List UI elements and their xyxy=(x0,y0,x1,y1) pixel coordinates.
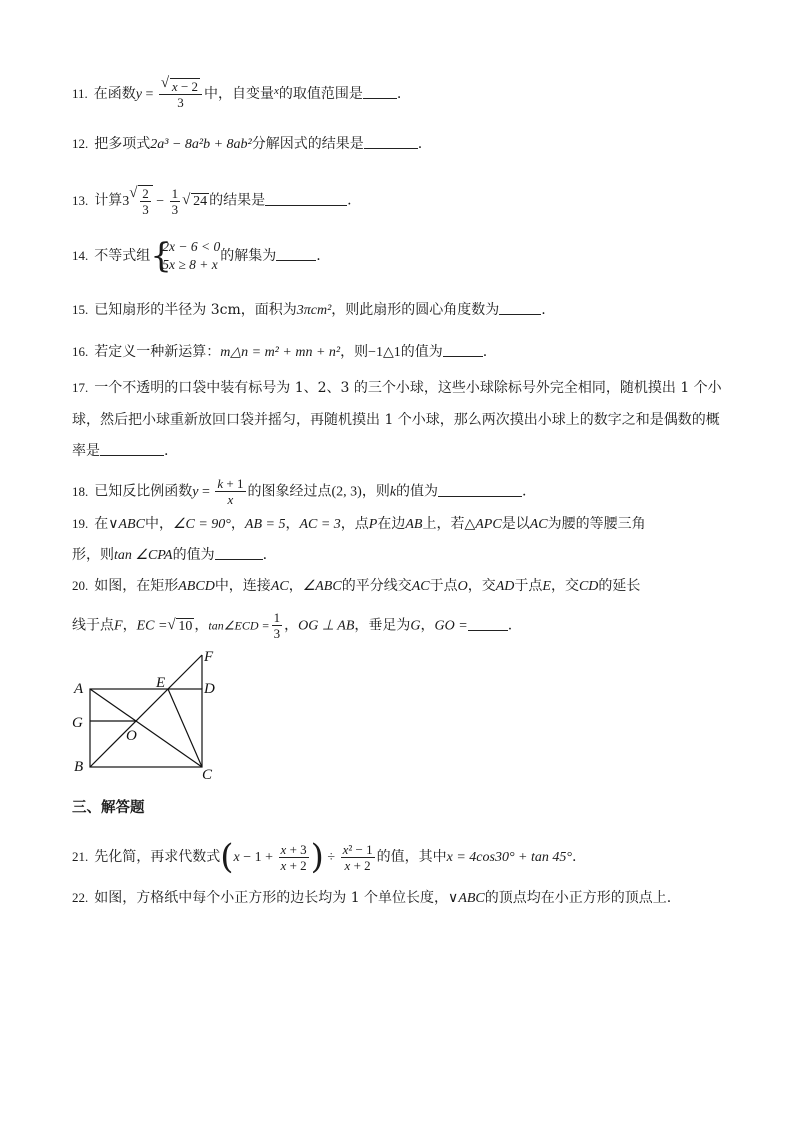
q20-text: 如图，在矩形 xyxy=(94,578,179,594)
q16-text-2: ，则 xyxy=(340,344,369,360)
answer-blank xyxy=(468,616,508,631)
q19-triangle-apc: APC xyxy=(475,517,502,532)
q16-text-3: 的值为 xyxy=(400,344,443,360)
section-title: 三、解答题 xyxy=(72,800,145,816)
q20-text: ， xyxy=(194,617,209,634)
q19-comma: ， xyxy=(285,516,300,532)
q20-go: GO = xyxy=(434,618,468,634)
q20-text: ， xyxy=(288,578,303,594)
q11-end: . xyxy=(396,86,402,102)
q18-text-3: ，则 xyxy=(361,483,390,500)
question-number: 20. xyxy=(72,578,89,593)
answer-blank xyxy=(443,342,483,357)
question-number: 13. xyxy=(72,192,89,208)
q20-point: G xyxy=(410,618,421,634)
question-17-line-1 xyxy=(72,378,722,398)
q19-point-p: P xyxy=(368,517,378,532)
q14-end: . xyxy=(316,248,321,264)
q21-fraction-2: $\frac{\text{x² − 1}}{x + 2}$ xyxy=(342,841,373,873)
q11-fraction: √ $\frac{x - 2}{3}$ xyxy=(159,78,202,110)
answer-blank xyxy=(276,246,316,261)
q17-line-2: 球，然后把小球重新放回口袋并摇匀，再随机摸出 1 个小球，那么两次摸出小球上的数字之和是偶数的概 xyxy=(72,412,720,428)
q12-expression: 2a³ − 8a²b + 8ab² xyxy=(150,137,252,152)
label-C: C xyxy=(202,767,213,783)
question-20-line-1 xyxy=(72,576,640,597)
question-13 xyxy=(72,185,352,217)
question-15 xyxy=(72,300,546,321)
q16-text-1: 若定义一种新运算： xyxy=(94,344,221,360)
q20-angle: ∠ABC xyxy=(302,579,342,594)
question-number: 19. xyxy=(72,516,89,531)
q16-expression: m△n = m² + mn + n² xyxy=(220,345,341,360)
q14-row-1: 2x − 6 < 0 xyxy=(162,239,221,254)
q18-text-2: 的图象经过点 xyxy=(247,483,332,500)
q20-text: ，垂足为 xyxy=(354,617,411,634)
q15-end: . xyxy=(541,302,546,318)
q20-fraction: $\frac{1}{3}$ xyxy=(273,610,281,641)
q20-segment: CD xyxy=(578,579,599,594)
answer-blank xyxy=(364,134,418,149)
q22-text-2: 的顶点均在小正方形的顶点上. xyxy=(484,890,672,906)
q13-text-2: 的结果是 xyxy=(209,192,266,209)
q12-text-2: 分解因式的结果是 xyxy=(251,136,364,152)
q13-end: . xyxy=(347,192,352,209)
q15-text-1: 已知扇形的半径为 3cm，面积为 xyxy=(94,302,297,318)
label-A: A xyxy=(74,681,84,697)
q20-ec: EC = xyxy=(136,618,168,634)
q19-triangle: ABC xyxy=(118,517,145,532)
q20-point: F xyxy=(114,618,123,634)
q18-y: y xyxy=(192,484,199,500)
q22-triangle: ABC xyxy=(458,891,485,906)
q20-text: ，交 xyxy=(467,578,496,594)
q18-k: k xyxy=(389,484,397,500)
question-number: 21. xyxy=(72,849,89,864)
q18-end: . xyxy=(522,483,527,500)
answer-blank xyxy=(499,300,541,315)
q21-text-2: 的值，其中 xyxy=(376,849,447,865)
question-number: 16. xyxy=(72,344,89,359)
q19-text: 在边 xyxy=(377,516,406,532)
q19-angle-c: ∠C = 90° xyxy=(172,517,231,532)
question-17-line-3 xyxy=(72,441,168,461)
q20-text: ， xyxy=(420,617,435,634)
q15-area: 3πcm² xyxy=(296,303,332,318)
q18-text-4: 的值为 xyxy=(396,483,439,500)
q20-segment: AC xyxy=(411,579,430,594)
answer-blank xyxy=(438,482,522,497)
question-19-line-2 xyxy=(72,545,267,566)
q20-text: 的平分线交 xyxy=(341,578,412,594)
q13-expression: 3 √ $\frac{2}{3}$ − $\frac{1}{3}$ √ 24 xyxy=(122,194,209,209)
question-number: 11. xyxy=(72,86,88,101)
geometry-figure xyxy=(60,645,230,785)
q19-segment-ac: AC xyxy=(529,517,548,532)
q11-var: x xyxy=(274,85,279,97)
question-19-line-1 xyxy=(72,514,646,535)
q20-end: . xyxy=(507,617,513,634)
q20-text: 线于点 xyxy=(72,617,114,634)
answer-blank xyxy=(215,545,263,560)
label-O: O xyxy=(126,728,137,744)
q17-line-3: 率是 xyxy=(72,443,100,459)
q19-text: 形，则 xyxy=(72,547,114,563)
q11-text-3: 的取值范围是 xyxy=(278,86,363,102)
q16-expression-2: −1△1 xyxy=(368,345,401,360)
q14-row-2: 5x ≥ 8 + x xyxy=(162,257,218,272)
q19-text: 的值为 xyxy=(172,547,215,563)
q12-text-1: 把多项式 xyxy=(94,136,151,152)
q20-segment: AC xyxy=(270,579,289,594)
question-11 xyxy=(72,78,401,110)
question-14 xyxy=(72,238,321,274)
q11-y: y xyxy=(135,87,142,102)
question-12 xyxy=(72,134,422,155)
question-number: 15. xyxy=(72,302,89,317)
q21-condition: x = 4cos30° + tan 45° xyxy=(446,850,572,865)
label-E: E xyxy=(156,675,166,691)
q19-text: 在∨ xyxy=(94,516,119,532)
q17-line-1: 一个不透明的口袋中装有标号为 1、2、3 的三个小球，这些小球除标号外完全相同，随机摸出 1 个小 xyxy=(94,380,722,396)
q12-end: . xyxy=(417,136,423,152)
q21-text-1: 先化简，再求代数式 xyxy=(94,849,221,865)
q21-fraction-1: $\frac{x + 3}{x + 2}$ xyxy=(280,841,307,873)
q19-text: 上，若△ xyxy=(422,516,476,532)
q18-text-1: 已知反比例函数 xyxy=(94,483,193,500)
label-D: D xyxy=(204,681,215,697)
question-21: 21. 先化简，再求代数式(x − 1 + $\frac{x + 3}{x + 2}$ ) ÷ $\frac{\text{x² − 1}}{x + 2}$ 的值，其中x = 4cos30° + tan 45°. xyxy=(72,837,577,877)
answer-blank xyxy=(100,441,164,456)
q20-tan: tan∠ECD = xyxy=(208,618,270,633)
q20-sqrt10: √ 10 xyxy=(167,617,194,637)
question-22 xyxy=(72,888,671,909)
q18-fraction: $\frac{k + 1}{x}$ xyxy=(217,476,244,507)
q22-text-1: 如图，方格纸中每个小正方形的边长均为 1 个单位长度，∨ xyxy=(94,890,459,906)
q15-text-2: ，则此扇形的圆心角度数为 xyxy=(331,302,500,318)
q13-text-1: 计算 xyxy=(94,192,123,209)
q19-text: 中， xyxy=(144,516,173,532)
question-number: 22. xyxy=(72,890,89,905)
q19-ab: AB = 5 xyxy=(244,517,286,532)
q20-og: OG ⊥ AB xyxy=(298,618,355,634)
q16-end: . xyxy=(482,344,488,360)
q20-text: ， xyxy=(122,617,137,634)
q19-comma: ， xyxy=(230,516,245,532)
question-20-line-2 xyxy=(72,610,512,641)
q14-text-2: 的解集为 xyxy=(220,248,277,264)
question-18: 18. 已知反比例函数y = $\frac{k + 1}{x}$ 的图象经过点(2, 3)，则k的值为 . xyxy=(72,476,527,507)
q21-end: . xyxy=(571,849,577,865)
q20-text: 中，连接 xyxy=(214,578,271,594)
question-number: 14. xyxy=(72,248,89,263)
q20-segment: AD xyxy=(495,579,515,594)
label-G: G xyxy=(72,715,83,731)
q11-text-2: 中，自变量 xyxy=(204,86,275,102)
q17-end: . xyxy=(164,443,169,459)
q20-rectangle: ABCD xyxy=(178,579,215,594)
question-16 xyxy=(72,342,487,363)
q20-text: ， xyxy=(284,617,299,634)
bisector-bf xyxy=(90,655,202,767)
q14-text-1: 不等式组 xyxy=(94,248,151,264)
q19-text: 是以 xyxy=(501,516,530,532)
question-17-line-2 xyxy=(72,410,720,430)
question-number: 17. xyxy=(72,380,89,395)
q19-tan: tan ∠CPA xyxy=(114,548,173,563)
label-B: B xyxy=(74,759,84,775)
q20-text: ，交 xyxy=(550,578,579,594)
q20-text: 于点 xyxy=(514,578,543,594)
q20-point: O xyxy=(457,579,468,594)
q11-text-1: 在函数 xyxy=(93,86,136,102)
question-number: 12. xyxy=(72,136,89,151)
q11-equals: = xyxy=(142,87,157,102)
q20-text: 于点 xyxy=(429,578,458,594)
q19-segment-ab: AB xyxy=(405,517,423,532)
answer-blank xyxy=(363,84,397,99)
q19-end: . xyxy=(262,547,268,563)
q19-text: ，点 xyxy=(340,516,369,532)
q20-text: 的延长 xyxy=(598,578,641,594)
answer-blank xyxy=(265,191,347,206)
q20-point: E xyxy=(542,579,551,594)
question-number: 18. xyxy=(72,483,89,499)
q19-text: 为腰的等腰三角 xyxy=(547,516,646,532)
q14-inequality-system: { 2x − 6 < 0 5x ≥ 8 + x xyxy=(150,236,221,276)
q19-ac: AC = 3 xyxy=(299,517,341,532)
label-F: F xyxy=(204,649,214,665)
q18-point: (2, 3) xyxy=(331,484,362,500)
